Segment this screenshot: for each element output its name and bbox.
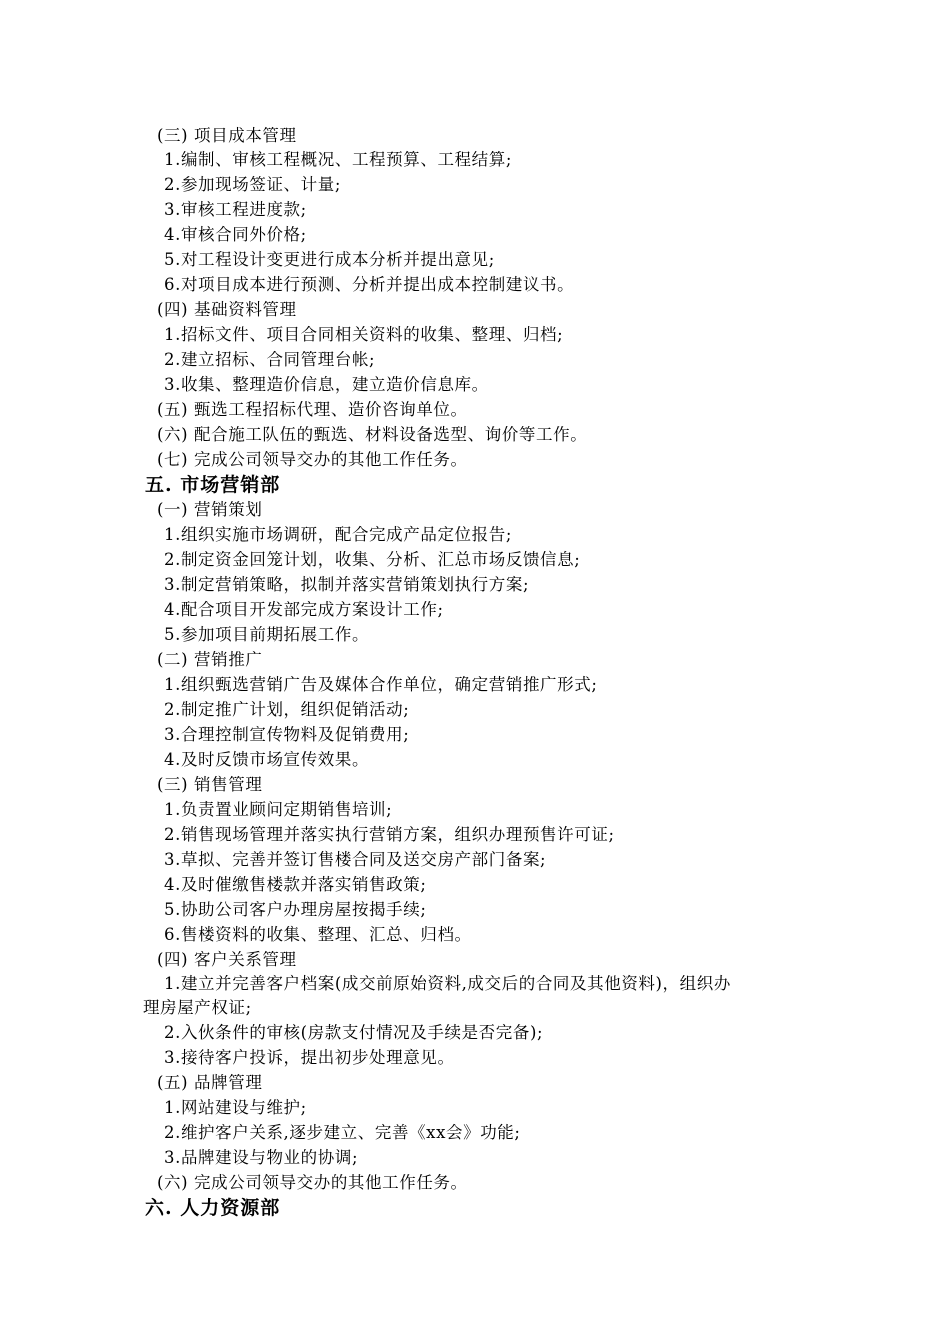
list-item: 2.制定推广计划，组织促销活动; (164, 700, 410, 719)
list-item: 4.及时反馈市场宣传效果。 (164, 750, 370, 769)
subsection-title: (三) 销售管理 (157, 775, 263, 794)
list-item: 1.组织实施市场调研，配合完成产品定位报告; (164, 525, 513, 544)
list-item: 5.协助公司客户办理房屋按揭手续; (164, 900, 427, 919)
list-item: 4.及时催缴售楼款并落实销售政策; (164, 875, 427, 894)
list-item: 3.合理控制宣传物料及促销费用; (164, 725, 410, 744)
subsection-title: (一) 营销策划 (157, 500, 263, 519)
list-item: 1.招标文件、项目合同相关资料的收集、整理、归档; (164, 325, 564, 344)
list-item: 2.维护客户关系,逐步建立、完善《xx会》功能; (164, 1123, 521, 1142)
subsection-title: (二) 营销推广 (157, 650, 263, 669)
list-item: 3.草拟、完善并签订售楼合同及送交房产部门备案; (164, 850, 547, 869)
list-item: 1.组织甄选营销广告及媒体合作单位，确定营销推广形式; (164, 675, 598, 694)
list-item: 理房屋产权证; (143, 998, 252, 1017)
subsection-title: (七) 完成公司领导交办的其他工作任务。 (157, 450, 468, 469)
subsection-title: (五) 品牌管理 (157, 1073, 263, 1092)
list-item: 1.建立并完善客户档案(成交前原始资料,成交后的合同及其他资料)，组织办 (164, 974, 731, 993)
subsection-title: (六) 完成公司领导交办的其他工作任务。 (157, 1173, 468, 1192)
list-item: 3.接待客户投诉，提出初步处理意见。 (164, 1048, 455, 1067)
list-item: 5.参加项目前期拓展工作。 (164, 625, 370, 644)
list-item: 6.对项目成本进行预测、分析并提出成本控制建议书。 (164, 275, 575, 294)
list-item: 4.审核合同外价格; (164, 225, 307, 244)
list-item: 2.建立招标、合同管理台帐; (164, 350, 376, 369)
list-item: 2.参加现场签证、计量; (164, 175, 342, 194)
list-item: 5.对工程设计变更进行成本分析并提出意见; (164, 250, 495, 269)
subsection-title: (三) 项目成本管理 (157, 126, 297, 145)
list-item: 2.制定资金回笼计划，收集、分析、汇总市场反馈信息; (164, 550, 581, 569)
section-heading: 六. 人力资源部 (145, 1197, 281, 1219)
list-item: 6.售楼资料的收集、整理、汇总、归档。 (164, 925, 472, 944)
list-item: 3.制定营销策略，拟制并落实营销策划执行方案; (164, 575, 530, 594)
subsection-title: (四) 基础资料管理 (157, 300, 297, 319)
list-item: 1.网站建设与维护; (164, 1098, 307, 1117)
list-item: 3.收集、整理造价信息，建立造价信息库。 (164, 375, 489, 394)
list-item: 2.入伙条件的审核(房款支付情况及手续是否完备); (164, 1023, 544, 1042)
subsection-title: (四) 客户关系管理 (157, 950, 297, 969)
list-item: 1.编制、审核工程概况、工程预算、工程结算; (164, 150, 513, 169)
section-heading: 五. 市场营销部 (145, 474, 281, 496)
list-item: 1.负责置业顾问定期销售培训; (164, 800, 393, 819)
list-item: 4.配合项目开发部完成方案设计工作; (164, 600, 444, 619)
subsection-title: (五) 甄选工程招标代理、造价咨询单位。 (157, 400, 468, 419)
subsection-title: (六) 配合施工队伍的甄选、材料设备选型、询价等工作。 (157, 425, 588, 444)
list-item: 3.审核工程进度款; (164, 200, 307, 219)
list-item: 2.销售现场管理并落实执行营销方案，组织办理预售许可证; (164, 825, 615, 844)
list-item: 3.品牌建设与物业的协调; (164, 1148, 359, 1167)
